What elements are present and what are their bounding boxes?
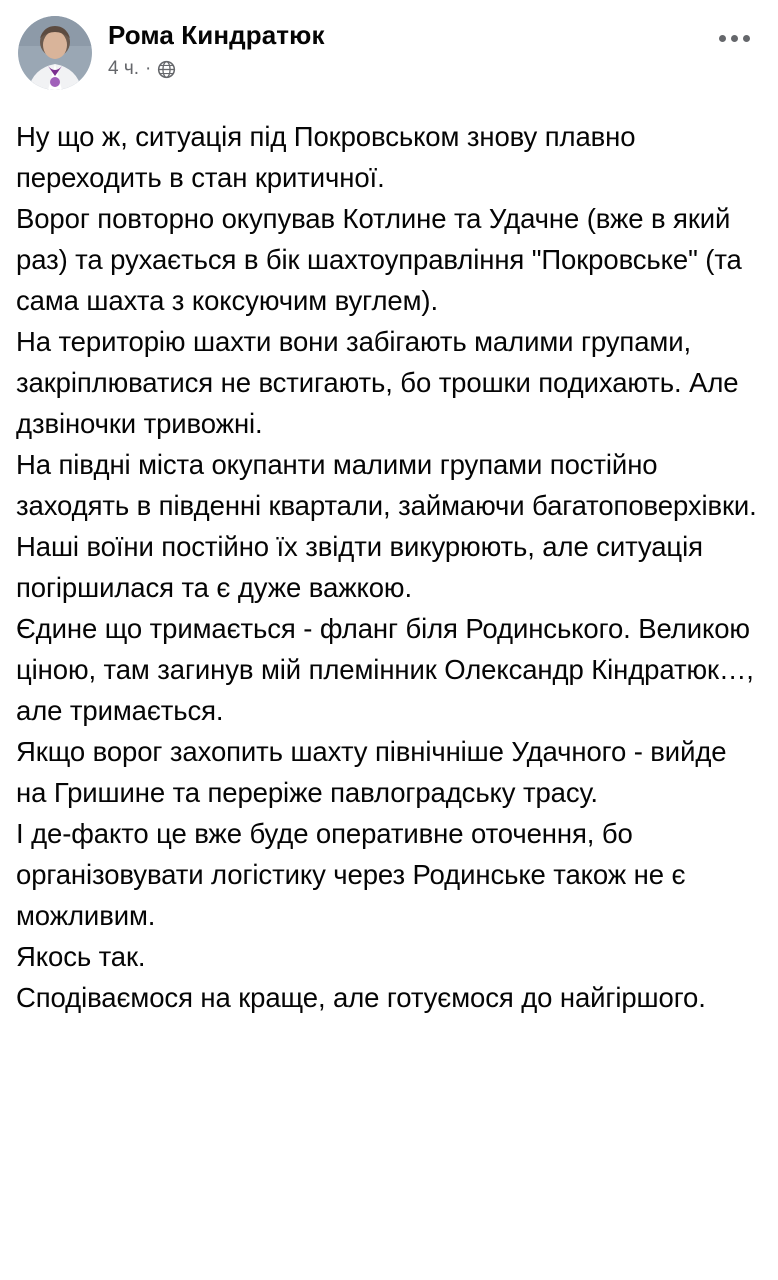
more-dot-3	[743, 35, 750, 42]
more-dot-2	[731, 35, 738, 42]
post-timestamp[interactable]: 4 ч.	[108, 58, 140, 79]
meta-separator: ·	[145, 58, 152, 79]
post-author-block	[108, 16, 325, 80]
more-options-icon[interactable]	[712, 26, 756, 50]
avatar[interactable]	[18, 16, 92, 90]
author-name[interactable]: Рома Киндратюк	[108, 20, 325, 50]
globe-icon[interactable]	[157, 60, 176, 79]
post-header	[0, 0, 778, 98]
more-dot-1	[719, 35, 726, 42]
post-text: Ну що ж, ситуація під Покровськом знову плавно переходить в стан критичної. Ворог повторно окупував Котлине та Удачне (вже в який раз) та рухається в бік шахтоуправління "Покровське" (та сама шахта з коксуючим вуглем). На територію шахти вони забігають малими групами, закріплюватися не встигають, бо трошки подихають. Але дзвіночки тривожні. На півдні міста окупанти малими групами постійно заходять в південні квартали, займаючи багатоповерхівки. Наші воїни постійно їх звідти викурюють, але ситуація погіршилася та є дуже важкою. Єдине що тримається - фланг біля Родинського. Великою ціною, там загинув мій племінник Олександр Кіндратюк…, але тримається. Якщо ворог захопить шахту північніше Удачного - вийде на Гришине та переріже павлоградську трасу. І де-факто це вже буде оперативне оточення, бо організовувати логістику через Родинське також не є можливим. Якось так. Сподіваємося на краще, але готуємося до найгіршого.	[16, 121, 757, 1013]
post-meta	[108, 58, 325, 80]
post-body	[0, 98, 778, 1028]
